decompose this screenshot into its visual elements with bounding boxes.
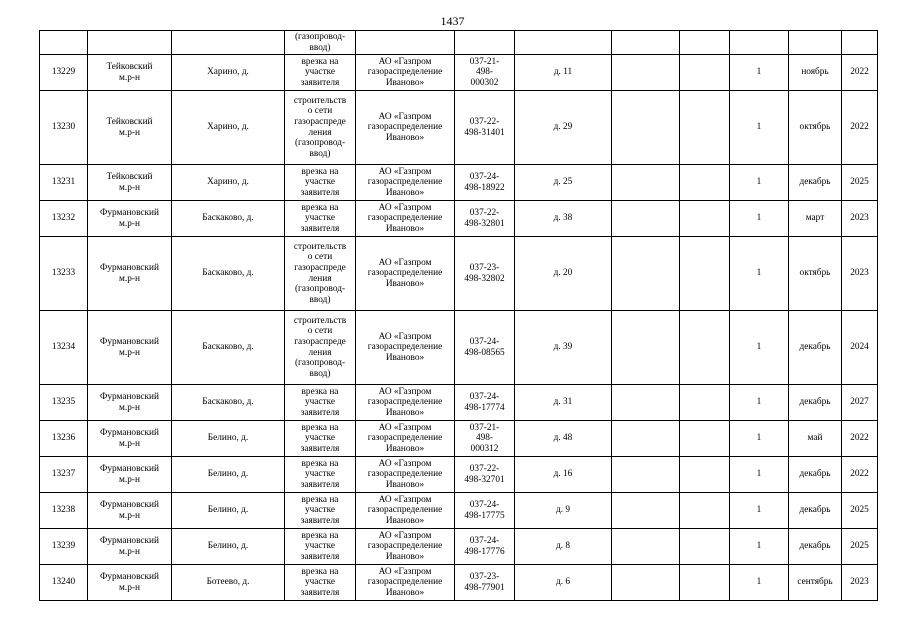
table-row <box>40 311 878 385</box>
cell-settlement: Белино, д. <box>172 457 285 493</box>
cell-empty <box>680 55 730 91</box>
cell-number: 13237 <box>40 457 88 493</box>
cell-year: 2022 <box>842 55 878 91</box>
cell-work-type: врезка на участке заявителя <box>285 565 356 601</box>
cell-settlement: Харино, д. <box>172 165 285 201</box>
cell-empty <box>612 237 680 311</box>
cell-empty <box>680 311 730 385</box>
cell-district: Тейковский м.р-н <box>88 55 172 91</box>
cell-organization: АО «Газпром газораспределение Иваново» <box>356 237 455 311</box>
cell-year: 2025 <box>842 493 878 529</box>
cell-district: Фурмановский м.р-н <box>88 457 172 493</box>
cell-year: 2023 <box>842 565 878 601</box>
cell-number: 13230 <box>40 91 88 165</box>
cell-year: 2025 <box>842 165 878 201</box>
cell-house: д. 39 <box>515 311 612 385</box>
cell-code: 037-22- 498-32701 <box>455 457 515 493</box>
cell-code: 037-21- 498- 000302 <box>455 55 515 91</box>
cell-empty <box>680 91 730 165</box>
cell-month: сентябрь <box>789 565 842 601</box>
cell-work-type: врезка на участке заявителя <box>285 529 356 565</box>
cell-work-type: врезка на участке заявителя <box>285 385 356 421</box>
cell-empty <box>730 31 789 55</box>
cell-number: 13235 <box>40 385 88 421</box>
cell-number: 13239 <box>40 529 88 565</box>
cell-district: Фурмановский м.р-н <box>88 237 172 311</box>
cell-settlement: Белино, д. <box>172 529 285 565</box>
cell-month: декабрь <box>789 529 842 565</box>
cell-district: Фурмановский м.р-н <box>88 493 172 529</box>
cell-work-type: строительств о сети газораспреде ления (газопровод- ввод) <box>285 237 356 311</box>
table-row <box>40 529 878 565</box>
cell-empty <box>680 421 730 457</box>
cell-empty <box>612 529 680 565</box>
cell-quantity: 1 <box>730 91 789 165</box>
cell-district: Фурмановский м.р-н <box>88 311 172 385</box>
cell-settlement: Баскаково, д. <box>172 201 285 237</box>
cell-quantity: 1 <box>730 311 789 385</box>
cell-district: Фурмановский м.р-н <box>88 201 172 237</box>
cell-organization: АО «Газпром газораспределение Иваново» <box>356 165 455 201</box>
cell-empty <box>680 529 730 565</box>
cell-code: 037-23- 498-77901 <box>455 565 515 601</box>
connection-table <box>39 30 878 601</box>
cell-house: д. 38 <box>515 201 612 237</box>
table-row <box>40 421 878 457</box>
cell-quantity: 1 <box>730 55 789 91</box>
cell-organization: АО «Газпром газораспределение Иваново» <box>356 529 455 565</box>
cell-quantity: 1 <box>730 201 789 237</box>
table-row <box>40 565 878 601</box>
table-row <box>40 31 878 55</box>
cell-district: Фурмановский м.р-н <box>88 421 172 457</box>
cell-district: Тейковский м.р-н <box>88 165 172 201</box>
cell-empty <box>612 311 680 385</box>
cell-house: д. 16 <box>515 457 612 493</box>
cell-code: 037-24- 498-17775 <box>455 493 515 529</box>
cell-month: март <box>789 201 842 237</box>
cell-settlement: Харино, д. <box>172 55 285 91</box>
cell-organization: АО «Газпром газораспределение Иваново» <box>356 201 455 237</box>
cell-code: 037-24- 498-08565 <box>455 311 515 385</box>
cell-organization: АО «Газпром газораспределение Иваново» <box>356 385 455 421</box>
cell-house: д. 25 <box>515 165 612 201</box>
cell-month: декабрь <box>789 493 842 529</box>
cell-month: октябрь <box>789 237 842 311</box>
cell-number: 13233 <box>40 237 88 311</box>
cell-house: д. 31 <box>515 385 612 421</box>
cell-number: 13238 <box>40 493 88 529</box>
cell-settlement: Харино, д. <box>172 91 285 165</box>
cell-house: д. 9 <box>515 493 612 529</box>
cell-empty <box>455 31 515 55</box>
cell-month: октябрь <box>789 91 842 165</box>
cell-empty <box>612 421 680 457</box>
cell-district: Тейковский м.р-н <box>88 91 172 165</box>
cell-work-type: строительств о сети газораспреде ления (газопровод- ввод) <box>285 91 356 165</box>
table-row <box>40 457 878 493</box>
cell-quantity: 1 <box>730 565 789 601</box>
cell-quantity: 1 <box>730 237 789 311</box>
cell-house: д. 11 <box>515 55 612 91</box>
cell-code: 037-23- 498-32802 <box>455 237 515 311</box>
table-row <box>40 385 878 421</box>
cell-settlement: Баскаково, д. <box>172 237 285 311</box>
cell-work-type: строительств о сети газораспреде ления (газопровод- ввод) <box>285 311 356 385</box>
cell-empty <box>612 385 680 421</box>
cell-code: 037-24- 498-18922 <box>455 165 515 201</box>
cell-empty <box>789 31 842 55</box>
cell-organization: АО «Газпром газораспределение Иваново» <box>356 493 455 529</box>
cell-empty <box>88 31 172 55</box>
cell-year: 2022 <box>842 91 878 165</box>
cell-empty <box>680 493 730 529</box>
cell-empty <box>680 565 730 601</box>
cell-empty <box>680 457 730 493</box>
cell-month: декабрь <box>789 385 842 421</box>
cell-year: 2022 <box>842 421 878 457</box>
cell-empty <box>515 31 612 55</box>
cell-quantity: 1 <box>730 165 789 201</box>
cell-settlement: Белино, д. <box>172 421 285 457</box>
cell-number: 13231 <box>40 165 88 201</box>
cell-empty <box>680 201 730 237</box>
cell-house: д. 48 <box>515 421 612 457</box>
cell-empty <box>612 457 680 493</box>
cell-empty <box>842 31 878 55</box>
cell-quantity: 1 <box>730 421 789 457</box>
cell-settlement: Белино, д. <box>172 493 285 529</box>
table-row <box>40 55 878 91</box>
cell-year: 2023 <box>842 201 878 237</box>
cell-number: 13240 <box>40 565 88 601</box>
cell-quantity: 1 <box>730 385 789 421</box>
cell-code: 037-22- 498-32801 <box>455 201 515 237</box>
cell-code: 037-21- 498- 000312 <box>455 421 515 457</box>
cell-house: д. 29 <box>515 91 612 165</box>
page-number: 1437 <box>440 14 465 28</box>
cell-empty <box>680 385 730 421</box>
cell-year: 2024 <box>842 311 878 385</box>
cell-empty <box>680 31 730 55</box>
cell-district: Фурмановский м.р-н <box>88 529 172 565</box>
cell-empty <box>680 237 730 311</box>
cell-house: д. 6 <box>515 565 612 601</box>
cell-work-type: врезка на участке заявителя <box>285 421 356 457</box>
cell-organization: АО «Газпром газораспределение Иваново» <box>356 55 455 91</box>
cell-work-type: (газопровод- ввод) <box>285 31 356 55</box>
cell-work-type: врезка на участке заявителя <box>285 493 356 529</box>
cell-work-type: врезка на участке заявителя <box>285 55 356 91</box>
cell-empty <box>172 31 285 55</box>
cell-work-type: врезка на участке заявителя <box>285 201 356 237</box>
cell-empty <box>612 31 680 55</box>
cell-year: 2022 <box>842 457 878 493</box>
cell-settlement: Баскаково, д. <box>172 311 285 385</box>
cell-quantity: 1 <box>730 529 789 565</box>
cell-organization: АО «Газпром газораспределение Иваново» <box>356 421 455 457</box>
cell-district: Фурмановский м.р-н <box>88 385 172 421</box>
table-row <box>40 91 878 165</box>
cell-number: 13236 <box>40 421 88 457</box>
cell-number: 13234 <box>40 311 88 385</box>
cell-empty <box>612 91 680 165</box>
cell-code: 037-24- 498-17776 <box>455 529 515 565</box>
cell-work-type: врезка на участке заявителя <box>285 165 356 201</box>
cell-year: 2027 <box>842 385 878 421</box>
table-row <box>40 201 878 237</box>
cell-work-type: врезка на участке заявителя <box>285 457 356 493</box>
cell-house: д. 8 <box>515 529 612 565</box>
cell-organization: АО «Газпром газораспределение Иваново» <box>356 91 455 165</box>
cell-house: д. 20 <box>515 237 612 311</box>
cell-empty <box>356 31 455 55</box>
cell-organization: АО «Газпром газораспределение Иваново» <box>356 565 455 601</box>
cell-code: 037-24- 498-17774 <box>455 385 515 421</box>
cell-settlement: Ботеево, д. <box>172 565 285 601</box>
cell-district: Фурмановский м.р-н <box>88 565 172 601</box>
cell-empty <box>612 493 680 529</box>
cell-year: 2025 <box>842 529 878 565</box>
cell-empty <box>612 565 680 601</box>
cell-number: 13232 <box>40 201 88 237</box>
cell-month: декабрь <box>789 457 842 493</box>
cell-organization: АО «Газпром газораспределение Иваново» <box>356 457 455 493</box>
cell-empty <box>40 31 88 55</box>
cell-number: 13229 <box>40 55 88 91</box>
cell-organization: АО «Газпром газораспределение Иваново» <box>356 311 455 385</box>
cell-quantity: 1 <box>730 493 789 529</box>
cell-settlement: Баскаково, д. <box>172 385 285 421</box>
cell-empty <box>612 55 680 91</box>
cell-month: декабрь <box>789 311 842 385</box>
table-row <box>40 165 878 201</box>
cell-month: ноябрь <box>789 55 842 91</box>
table-row <box>40 493 878 529</box>
cell-empty <box>612 165 680 201</box>
cell-year: 2023 <box>842 237 878 311</box>
cell-empty <box>680 165 730 201</box>
cell-code: 037-22- 498-31401 <box>455 91 515 165</box>
table-row <box>40 237 878 311</box>
cell-empty <box>612 201 680 237</box>
cell-quantity: 1 <box>730 457 789 493</box>
cell-month: декабрь <box>789 165 842 201</box>
cell-month: май <box>789 421 842 457</box>
